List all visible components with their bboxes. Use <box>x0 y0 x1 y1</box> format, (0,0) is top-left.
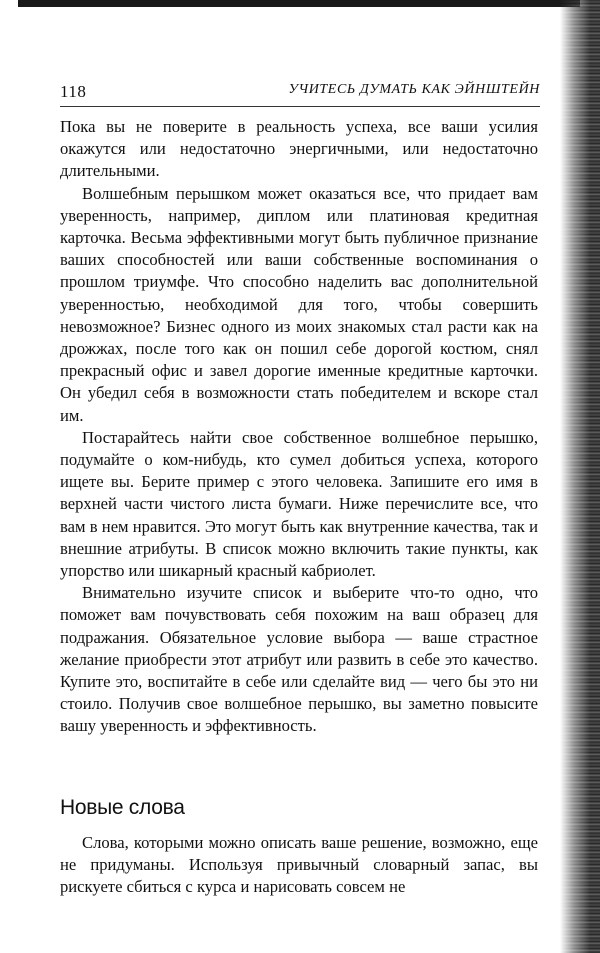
page-edge-shadow <box>560 0 600 953</box>
page-header <box>60 82 540 106</box>
body-text <box>60 116 538 738</box>
paragraph: Постарайтесь найти свое собственное волшебное перышко, подумайте о ком-нибудь, кто сумел добиться успеха, которого ищете вы. Берите пример с этого человека. Запишите его имя в верхней части чистого листа бумаги. Ниже перечислите все, что вам в нем нравится. Это могут быть как внутренние качества, так и внешние атрибуты. В список можно включить такие пункты, как упорство или шикарный красный кабриолет. <box>60 427 538 581</box>
page-number: 118 <box>60 82 87 101</box>
paragraph: Волшебным перышком может оказаться все, что придает вам уверенность, например, диплом или платиновая кредитная карточка. Весьма эффективными могут быть публичное признание ваших способностей или ваши собственные воспоминания о прошлом триумфе. Что способно наделить вас дополнительной уверенностью, необходимой для того, чтобы совершить невозможное? Бизнес одного из моих знакомых стал расти как на дрожжах, после того как он пошил себе дорогой костюм, снял прекрасный офис и завел дорогие именные кредитные карточки. Он убедил себя в возможности стать победителем и вскоре стал им. <box>60 183 538 425</box>
paragraph: Пока вы не поверите в реальность успеха, все ваши усилия окажутся или недостаточно энергичными, или недостаточно длительными. <box>60 117 538 181</box>
section-text <box>60 832 538 899</box>
section-heading: Новые слова <box>60 796 185 819</box>
paragraph: Слова, которыми можно описать ваше решение, возможно, еще не придуманы. Используя привычный словарный запас, вы рискуете сбиться с курса и нарисовать совсем не <box>60 833 538 897</box>
running-title: УЧИТЕСЬ ДУМАТЬ КАК ЭЙНШТЕЙН <box>288 82 540 97</box>
header-rule <box>60 106 540 107</box>
paragraph: Внимательно изучите список и выберите что-то одно, что поможет вам почувствовать себя похожим на ваш образец для подражания. Обязательное условие выбора — ваше страстное желание приобрести этот атрибут или развить в себе это качество. Купите это, воспитайте в себе или сделайте вид — чего бы это ни стоило. Получив свое волшебное перышко, вы заметно повысите вашу уверенность и эффективность. <box>60 583 538 736</box>
top-scan-border <box>18 0 580 7</box>
